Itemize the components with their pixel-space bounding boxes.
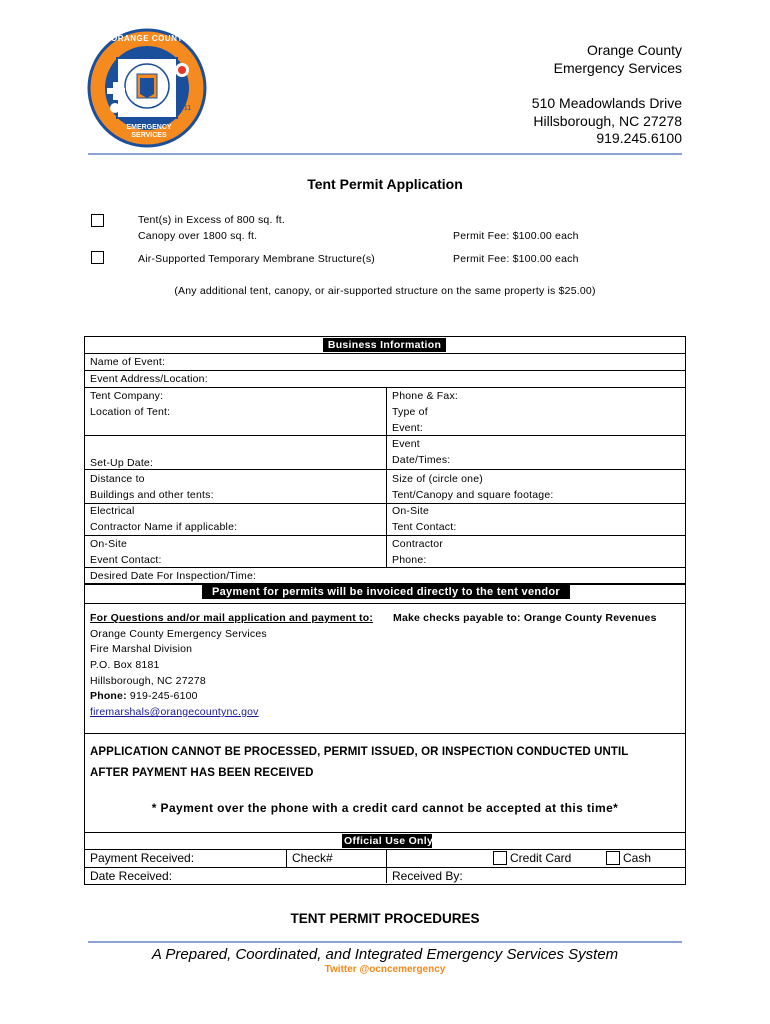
credit-card-label: Credit Card bbox=[510, 851, 572, 865]
onsite-tent-label-1: On-Site bbox=[392, 505, 429, 517]
phone-fax-field[interactable]: Phone & Fax: bbox=[392, 390, 459, 402]
tent-size-field[interactable]: Tent/Canopy and square footage: bbox=[392, 489, 554, 501]
distance-field[interactable]: Buildings and other tents: bbox=[90, 489, 214, 501]
twitter-handle-link[interactable]: Twitter @ocncemergency bbox=[324, 964, 446, 975]
questions-heading: For Questions and/or mail application and payment to: bbox=[90, 612, 374, 624]
type-of-event-label-1: Type of bbox=[392, 406, 428, 418]
phone-number: 919.245.6100 bbox=[596, 130, 682, 146]
onsite-event-contact-field[interactable]: Event Contact: bbox=[90, 554, 162, 566]
org-name: Orange County bbox=[587, 42, 682, 58]
contractor-phone-label-1: Contractor bbox=[392, 538, 444, 550]
electrical-label-1: Electrical bbox=[90, 505, 135, 517]
type-of-event-field[interactable]: Event: bbox=[392, 422, 423, 434]
electrical-contractor-field[interactable]: Contractor Name if applicable: bbox=[90, 521, 238, 533]
footer-divider bbox=[88, 941, 682, 943]
footer-tagline: A Prepared, Coordinated, and Integrated Emergency Services System bbox=[151, 946, 619, 963]
tent-permit-fee: Permit Fee: $100.00 each bbox=[453, 230, 579, 242]
event-datetimes-field[interactable]: Date/Times: bbox=[392, 454, 451, 466]
header-divider bbox=[88, 153, 682, 155]
payment-received-field[interactable]: Payment Received: bbox=[90, 851, 195, 865]
event-datetimes-label-1: Event bbox=[392, 438, 420, 450]
desired-inspection-date-field[interactable]: Desired Date For Inspection/Time: bbox=[90, 570, 257, 582]
check-number-field[interactable]: Check# bbox=[292, 851, 333, 865]
tent-size-label-1: Size of (circle one) bbox=[392, 473, 483, 485]
setup-date-field[interactable]: Set-Up Date: bbox=[90, 457, 154, 469]
credit-card-checkbox[interactable] bbox=[493, 851, 507, 865]
tent-permit-checkbox[interactable] bbox=[91, 214, 104, 227]
svg-text:911: 911 bbox=[180, 105, 192, 112]
contact-address-line: Orange County Emergency Services bbox=[90, 628, 267, 640]
payment-warning-line1: APPLICATION CANNOT BE PROCESSED, PERMIT ISSUED, OR INSPECTION CONDUCTED UNTIL bbox=[90, 746, 629, 758]
street-address: 510 Meadowlands Drive bbox=[531, 95, 682, 111]
membrane-permit-fee: Permit Fee: $100.00 each bbox=[453, 253, 579, 265]
tent-option-line2: Canopy over 1800 sq. ft. bbox=[138, 230, 258, 242]
orange-county-emergency-services-logo: 911 ORANGE COUNTY EMERGENCY SERVICES bbox=[85, 28, 210, 148]
official-use-heading: Official Use Only bbox=[344, 835, 434, 847]
procedures-title: TENT PERMIT PROCEDURES bbox=[290, 911, 480, 926]
membrane-option-label: Air-Supported Temporary Membrane Structure(s) bbox=[138, 253, 375, 265]
tent-company-field[interactable]: Tent Company: bbox=[90, 390, 164, 402]
distance-label-1: Distance to bbox=[90, 473, 145, 485]
contact-address-line: P.O. Box 8181 bbox=[90, 659, 160, 671]
contact-phone bbox=[90, 688, 198, 704]
payment-warning-line2: AFTER PAYMENT HAS BEEN RECEIVED bbox=[90, 767, 314, 779]
contractor-phone-field[interactable]: Phone: bbox=[392, 554, 427, 566]
payment-heading: Payment for permits will be invoiced directly to the tent vendor bbox=[202, 585, 570, 599]
additional-structure-note: (Any additional tent, canopy, or air-supported structure on the same property is $25.00) bbox=[174, 285, 596, 297]
organization-address bbox=[532, 42, 682, 148]
business-information-heading: Business Information bbox=[323, 338, 446, 352]
event-address-field[interactable]: Event Address/Location: bbox=[90, 373, 208, 385]
checks-payable-note: Make checks payable to: Orange County Revenues bbox=[393, 612, 657, 624]
cash-checkbox[interactable] bbox=[606, 851, 620, 865]
onsite-event-label-1: On-Site bbox=[90, 538, 127, 550]
contact-phone-value: 919-245-6100 bbox=[129, 690, 198, 702]
contact-phone-label: Phone: bbox=[90, 690, 127, 702]
credit-card-phone-note: * Payment over the phone with a credit card cannot be accepted at this time* bbox=[151, 801, 619, 815]
contact-address-line: Hillsborough, NC 27278 bbox=[90, 675, 206, 687]
date-received-field[interactable]: Date Received: bbox=[90, 869, 173, 883]
tent-option-line1: Tent(s) in Excess of 800 sq. ft. bbox=[138, 214, 286, 226]
city-state-zip: Hillsborough, NC 27278 bbox=[533, 112, 682, 129]
membrane-permit-checkbox[interactable] bbox=[91, 251, 104, 264]
onsite-tent-contact-field[interactable]: Tent Contact: bbox=[392, 521, 457, 533]
received-by-field[interactable]: Received By: bbox=[392, 869, 463, 883]
contact-address-line: Fire Marshal Division bbox=[90, 643, 193, 655]
location-of-tent-field[interactable]: Location of Tent: bbox=[90, 406, 171, 418]
cash-label: Cash bbox=[623, 851, 652, 865]
page-title: Tent Permit Application bbox=[307, 176, 463, 192]
name-of-event-field[interactable]: Name of Event: bbox=[90, 356, 166, 368]
org-subname: Emergency Services bbox=[553, 59, 682, 76]
fire-marshal-email-link[interactable]: firemarshals@orangecountync.gov bbox=[90, 706, 259, 718]
